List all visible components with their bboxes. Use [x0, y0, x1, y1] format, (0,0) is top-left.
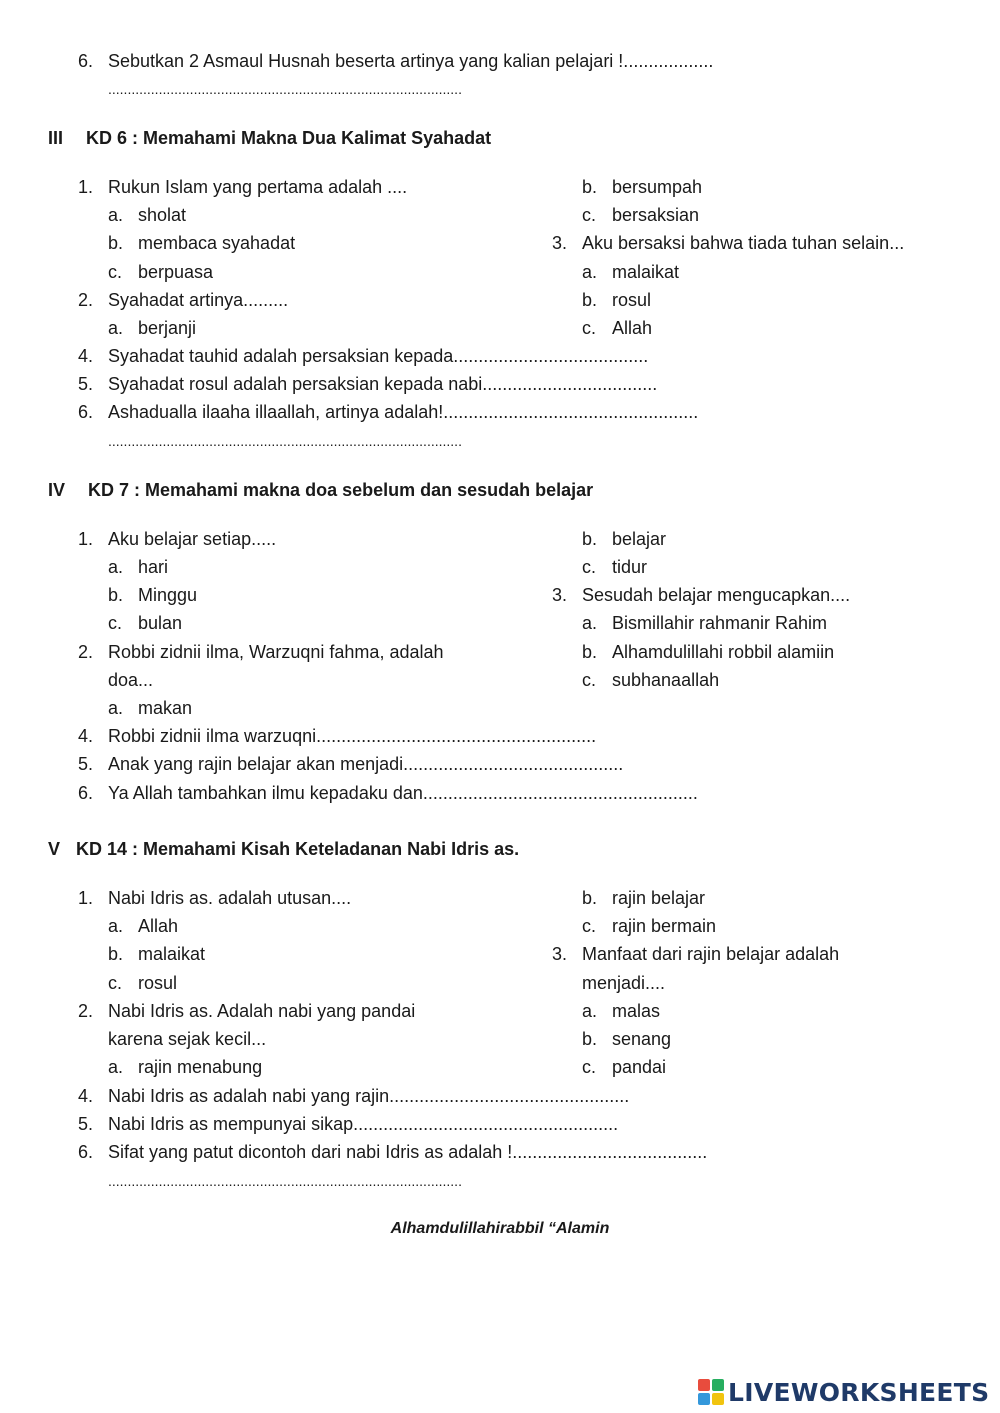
- question-number: 2.: [78, 642, 94, 662]
- question-number: 3.: [552, 233, 568, 253]
- fill-in-question[interactable]: Nabi Idris as adalah nabi yang rajin................................................: [108, 1086, 630, 1106]
- option-label: c.: [582, 205, 597, 225]
- fill-in-question[interactable]: Syahadat rosul adalah persaksian kepada nabi...................................: [108, 374, 658, 394]
- option-text[interactable]: bersumpah: [612, 177, 703, 197]
- question-text: Sebutkan 2 Asmaul Husnah beserta artinya yang kalian pelajari !..................: [108, 51, 714, 71]
- fill-in-question[interactable]: Anak yang rajin belajar akan menjadi............................................: [108, 754, 624, 774]
- option-label: b.: [108, 585, 124, 605]
- question-number: 6.: [78, 51, 94, 71]
- option-label: c.: [582, 916, 597, 936]
- question-text: menjadi....: [582, 973, 666, 993]
- option-label: c.: [582, 670, 597, 690]
- option-text[interactable]: membaca syahadat: [138, 233, 296, 253]
- question-text: Nabi Idris as. Adalah nabi yang pandai: [108, 1001, 416, 1021]
- question-number: 1.: [78, 177, 94, 197]
- question-text: karena sejak kecil...: [108, 1029, 267, 1049]
- option-label: a.: [108, 1057, 124, 1077]
- option-text[interactable]: rajin menabung: [138, 1057, 263, 1077]
- option-label: b.: [582, 642, 598, 662]
- option-text[interactable]: malaikat: [612, 262, 680, 282]
- option-label: c.: [582, 318, 597, 338]
- option-text[interactable]: malas: [612, 1001, 661, 1021]
- option-label: b.: [108, 944, 124, 964]
- logo-grid-icon: [698, 1379, 724, 1405]
- question-number: 5.: [78, 754, 94, 774]
- option-text[interactable]: makan: [138, 698, 193, 718]
- option-text[interactable]: sholat: [138, 205, 187, 225]
- option-label: c.: [582, 1057, 597, 1077]
- question-number: 4.: [78, 1086, 94, 1106]
- fill-in-question[interactable]: Syahadat tauhid adalah persaksian kepada.......................................: [108, 346, 649, 366]
- question-text: Manfaat dari rajin belajar adalah: [582, 944, 840, 964]
- option-text[interactable]: senang: [612, 1029, 672, 1049]
- option-label: a.: [582, 262, 598, 282]
- option-label: a.: [108, 205, 124, 225]
- option-text[interactable]: berjanji: [138, 318, 197, 338]
- question-number: 4.: [78, 726, 94, 746]
- liveworksheets-logo: [698, 1377, 989, 1407]
- option-label: a.: [108, 698, 124, 718]
- option-label: a.: [108, 557, 124, 577]
- fill-in-question[interactable]: Nabi Idris as mempunyai sikap.....................................................: [108, 1114, 619, 1134]
- question-number: 6.: [78, 783, 94, 803]
- question-text: doa...: [108, 670, 154, 690]
- section-title: KD 7 : Memahami makna doa sebelum dan sesudah belajar: [88, 480, 594, 500]
- option-label: a.: [108, 916, 124, 936]
- option-label: b.: [582, 1029, 598, 1049]
- question-text: Aku belajar setiap.....: [108, 529, 277, 549]
- closing-text: Alhamdulillahirabbil “Alamin: [390, 1220, 610, 1237]
- question-text: Sesudah belajar mengucapkan....: [582, 585, 851, 605]
- section-roman: III: [48, 128, 64, 148]
- fill-in-question[interactable]: Sifat yang patut dicontoh dari nabi Idris as adalah !.......................................: [108, 1142, 708, 1162]
- option-text[interactable]: Alhamdulillahi robbil alamiin: [612, 642, 835, 662]
- section-title: KD 6 : Memahami Makna Dua Kalimat Syahadat: [86, 128, 492, 148]
- question-number: 2.: [78, 1001, 94, 1021]
- option-label: a.: [582, 1001, 598, 1021]
- option-label: b.: [582, 177, 598, 197]
- option-text[interactable]: subhanaallah: [612, 670, 720, 690]
- logo-text: LIVEWORKSHEETS: [728, 1377, 990, 1407]
- option-label: b.: [582, 290, 598, 310]
- question-number: 6.: [78, 1142, 94, 1162]
- question-number: 5.: [78, 374, 94, 394]
- option-label: b.: [582, 529, 598, 549]
- option-text[interactable]: Bismillahir rahmanir Rahim: [612, 613, 828, 633]
- option-label: a.: [582, 613, 598, 633]
- question-text: Nabi Idris as. adalah utusan....: [108, 888, 352, 908]
- logo-square: [698, 1379, 710, 1391]
- section-title: KD 14 : Memahami Kisah Keteladanan Nabi Idris as.: [76, 839, 520, 859]
- option-text[interactable]: malaikat: [138, 944, 206, 964]
- option-label: c.: [582, 557, 597, 577]
- option-text[interactable]: tidur: [612, 557, 648, 577]
- option-text[interactable]: berpuasa: [138, 262, 214, 282]
- option-text[interactable]: Minggu: [138, 585, 198, 605]
- option-text[interactable]: bulan: [138, 613, 183, 633]
- option-text[interactable]: rosul: [138, 973, 178, 993]
- option-label: a.: [108, 318, 124, 338]
- option-label: b.: [582, 888, 598, 908]
- question-text: Rukun Islam yang pertama adalah ....: [108, 177, 408, 197]
- question-number: 3.: [552, 585, 568, 605]
- option-text[interactable]: rosul: [612, 290, 652, 310]
- logo-square: [712, 1393, 724, 1405]
- option-text[interactable]: pandai: [612, 1057, 667, 1077]
- question-number: 6.: [78, 402, 94, 422]
- option-label: c.: [108, 973, 123, 993]
- fill-in-question[interactable]: Robbi zidnii ilma warzuqni........................................................: [108, 726, 597, 746]
- question-number: 5.: [78, 1114, 94, 1134]
- section-roman: IV: [48, 480, 66, 500]
- question-number: 2.: [78, 290, 94, 310]
- answer-line[interactable]: ...........................................................................................: [108, 81, 462, 97]
- section-roman: V: [48, 839, 61, 859]
- logo-square: [712, 1379, 724, 1391]
- option-text[interactable]: bersaksian: [612, 205, 700, 225]
- option-text[interactable]: rajin bermain: [612, 916, 717, 936]
- option-label: b.: [108, 233, 124, 253]
- question-number: 1.: [78, 529, 94, 549]
- option-text[interactable]: rajin belajar: [612, 888, 706, 908]
- question-text: Robbi zidnii ilma, Warzuqni fahma, adalah: [108, 642, 444, 662]
- option-text[interactable]: hari: [138, 557, 169, 577]
- logo-square: [698, 1393, 710, 1405]
- option-label: c.: [108, 613, 123, 633]
- question-number: 4.: [78, 346, 94, 366]
- option-label: c.: [108, 262, 123, 282]
- question-number: 3.: [552, 944, 568, 964]
- option-text[interactable]: belajar: [612, 529, 667, 549]
- question-text: Aku bersaksi bahwa tiada tuhan selain...: [582, 233, 905, 253]
- answer-line[interactable]: ...........................................................................................: [108, 433, 462, 449]
- fill-in-question[interactable]: Ya Allah tambahkan ilmu kepadaku dan.......................................................: [108, 783, 698, 803]
- answer-line[interactable]: ...........................................................................................: [108, 1173, 462, 1189]
- option-text[interactable]: Allah: [612, 318, 653, 338]
- question-text: Syahadat artinya.........: [108, 290, 289, 310]
- fill-in-question[interactable]: Ashadualla ilaaha illaallah, artinya adalah!...................................................: [108, 402, 699, 422]
- option-text[interactable]: Allah: [138, 916, 179, 936]
- question-number: 1.: [78, 888, 94, 908]
